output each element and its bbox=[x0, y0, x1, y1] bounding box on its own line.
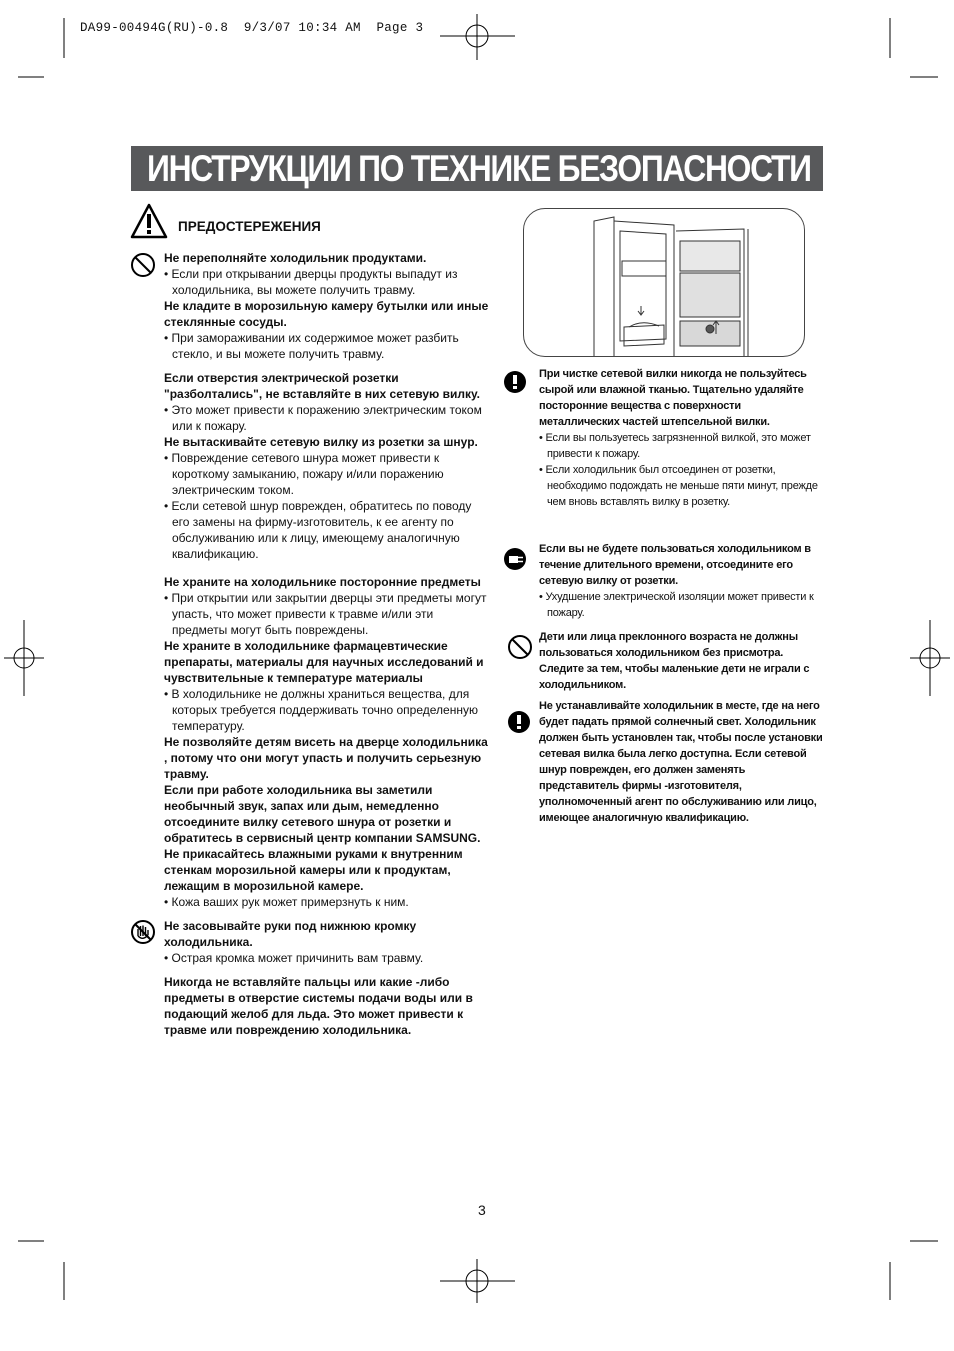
item-head: Если вы не будете пользоваться холодильником в течение длительного времени, отсоедините его сетевую вилку от розетки. bbox=[539, 543, 811, 587]
item-head: Не засовывайте руки под нижнюю кромку холодильника. bbox=[164, 919, 417, 949]
prohibited-circle-icon bbox=[507, 634, 533, 660]
item-head: Не храните в холодильнике фармацевтические препараты, материалы для научных исследований и чувствительные к температуре материалы bbox=[164, 639, 484, 685]
refrigerator-drawing bbox=[524, 209, 804, 356]
item-head: При чистке сетевой вилки никогда не пользуйтесь сырой или влажной тканью. Тщательно удаляйте посторонние вещества с поверхности металлических частей штепсельной вилки. bbox=[539, 368, 807, 428]
item-bullet: • Если вы пользуетесь загрязненной вилкой, это может привести к пожару. bbox=[539, 432, 811, 460]
item-bullet: • При замораживании их содержимое может разбить стекло, и вы можете получить травму. bbox=[164, 331, 459, 361]
left-column bbox=[164, 250, 489, 1038]
item-head: Если при работе холодильника вы заметили необычный звук, запах или дым, немедленно отсоедините вилку сетевого шнура от розетки и обратитесь в сервисный центр компании SAMSUNG. bbox=[164, 783, 481, 845]
page-number: 3 bbox=[478, 1202, 486, 1218]
warning-triangle-icon bbox=[130, 203, 168, 239]
item-head: Если отверстия электрической розетки "разболтались", не вставляйте в них сетевую вилку. bbox=[164, 371, 480, 401]
item-head: Дети или лица преклонного возраста не должны пользоваться холодильником без присмотра. Следите за тем, чтобы маленькие дети не играли с холодильником. bbox=[539, 631, 810, 691]
title-bar bbox=[131, 146, 823, 191]
item-head: Не кладите в морозильную камеру бутылки или иные стеклянные сосуды. bbox=[164, 299, 489, 329]
hand-prohibited-icon bbox=[130, 919, 156, 945]
right-block-2 bbox=[539, 541, 819, 621]
right-block-4 bbox=[539, 698, 823, 826]
item-bullet: • При открытии или закрытии дверцы эти предметы могут упасть, что может привести к травме и/или эти предметы могут быть повреждены. bbox=[164, 591, 487, 637]
exclamation-circle-icon bbox=[503, 370, 527, 394]
print-header: DA99-00494G(RU)-0.8 9/3/07 10:34 AM Page 3 bbox=[80, 21, 424, 35]
item-bullet: • Это может привести к поражению электрическим током или к пожару. bbox=[164, 403, 482, 433]
right-block-1 bbox=[539, 366, 823, 510]
item-bullet: • Если сетевой шнур поврежден, обратитесь по поводу его замены на фирму-изготовитель, к ее агенту по обслуживанию или к лицу, имеющему аналогичную квалификацию. bbox=[164, 499, 472, 561]
item-bullet: • Острая кромка может причинить вам травму. bbox=[164, 951, 424, 965]
item-bullet: • Кожа ваших рук может примерзнуть к ним. bbox=[164, 895, 409, 909]
item-bullet: • Если холодильник был отсоединен от розетки, необходимо подождать не меньше пяти минут, прежде чем вновь вставлять вилку в розетку. bbox=[539, 464, 818, 508]
page-title: ИНСТРУКЦИИ ПО ТЕХНИКЕ БЕЗОПАСНОСТИ bbox=[147, 148, 811, 189]
prohibited-circle-icon bbox=[130, 252, 156, 278]
exclamation-circle-icon bbox=[507, 710, 531, 734]
item-bullet: • Повреждение сетевого шнура может привести к короткому замыканию, пожару и/или поражению электрическим током. bbox=[164, 451, 444, 497]
refrigerator-illustration bbox=[523, 208, 805, 357]
warning-heading: ПРЕДОСТЕРЕЖЕНИЯ bbox=[178, 219, 321, 234]
item-head: Никогда не вставляйте пальцы или какие -либо предметы в отверстие системы подачи воды или в подающий желоб для льда. Это может привести к травме или повреждению холодильника. bbox=[164, 975, 473, 1037]
item-bullet: • В холодильнике не должны храниться вещества, для которых требуется поддерживать точно определенную температуру. bbox=[164, 687, 478, 733]
item-head: Не позволяйте детям висеть на дверце холодильника , потому что они могут упасть и получить серьезную травму. bbox=[164, 735, 488, 781]
item-bullet: • Ухудшение электрической изоляции может привести к пожару. bbox=[539, 591, 814, 619]
item-head: Не прикасайтесь влажными руками к внутренним стенкам морозильной камеры или к продуктам, лежащим в морозильной камере. bbox=[164, 847, 463, 893]
item-head: Не вытаскивайте сетевую вилку из розетки за шнур. bbox=[164, 435, 478, 449]
right-block-3 bbox=[539, 629, 819, 693]
unplug-icon bbox=[503, 547, 527, 571]
item-bullet: • Если при открывании дверцы продукты выпадут из холодильника, вы можете получить травму. bbox=[164, 267, 458, 297]
item-head: Не устанавливайте холодильник в месте, где на него будет падать прямой солнечный свет. Холодильник должен быть установлен так, чтобы после установки сетевая вилка была легко доступна. Если сетевой шнур поврежден, его должен заменять представитель фирмы -изготовителя, уполномоченный агент по обслуживанию или лицо, имеющее аналогичную квалификацию. bbox=[539, 700, 823, 824]
item-head: Не переполняйте холодильник продуктами. bbox=[164, 251, 427, 265]
item-head: Не храните на холодильнике посторонние предметы bbox=[164, 575, 481, 589]
